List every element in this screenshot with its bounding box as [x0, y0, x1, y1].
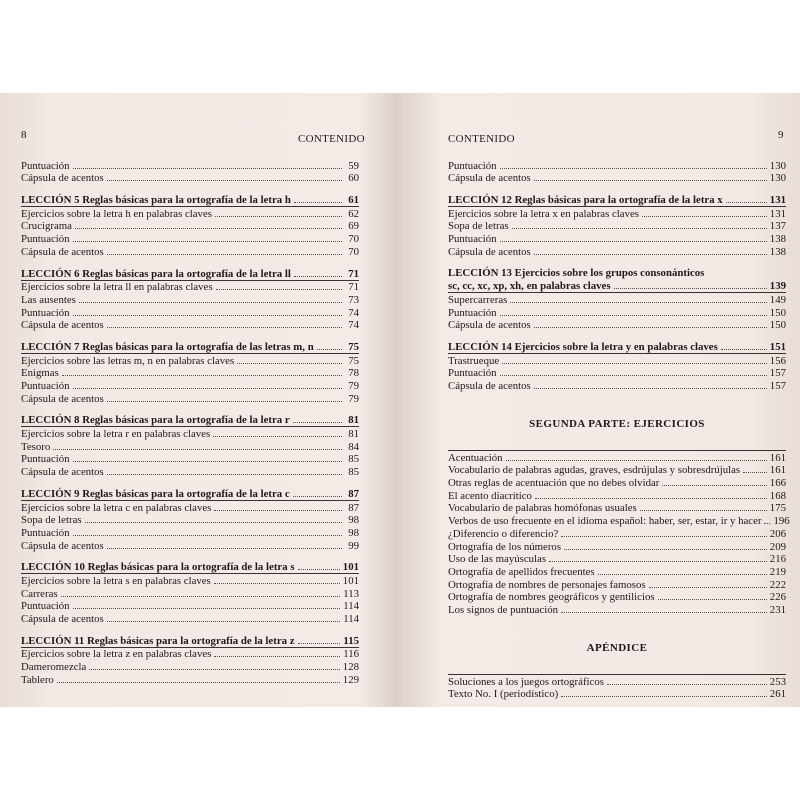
lesson-heading-text: LECCIÓN 10 Reglas básicas para la ortografía de la letra s [21, 561, 295, 574]
entry-page-number: 60 [348, 172, 359, 185]
lesson-heading [21, 193, 359, 206]
dot-leader [534, 327, 767, 328]
entry-title: Puntuación [21, 453, 70, 466]
lesson-group [448, 340, 786, 392]
entry-page-number: 75 [348, 354, 359, 367]
toc-entry [448, 527, 786, 540]
lesson-heading-text: LECCIÓN 9 Reglas básicas para la ortografía de la letra c [21, 487, 290, 500]
dot-leader [500, 375, 767, 376]
entry-title: Texto No. I (periodístico) [448, 688, 559, 701]
dot-leader [598, 574, 767, 575]
lesson-heading: LECCIÓN 13 Ejercicios sobre los grupos consonánticos [448, 266, 705, 279]
toc-entry [21, 353, 359, 367]
toc-entry [21, 293, 359, 306]
toc-entry [21, 600, 359, 613]
page-number: 9 [778, 129, 784, 141]
open-book [0, 93, 800, 707]
lesson-page-number: 139 [769, 280, 786, 293]
lesson-page-number: 115 [343, 634, 359, 647]
entry-page-number: 149 [769, 293, 786, 306]
toc-entry [21, 367, 359, 380]
dot-leader [607, 684, 767, 685]
entry-title: Puntuación [21, 159, 70, 172]
lesson-heading [21, 561, 359, 574]
toc-entry [21, 526, 359, 539]
entry-page-number: 71 [348, 281, 359, 294]
toc-entry [21, 392, 359, 405]
entry-title: Ejercicios sobre la letra r en palabras claves [21, 428, 211, 441]
entry-title: Puntuación [21, 306, 70, 319]
entry-title: Sopa de letras [21, 514, 82, 527]
entry-page-number: 70 [348, 245, 359, 258]
entry-page-number: 226 [769, 591, 786, 604]
toc-entry [448, 353, 786, 367]
dot-leader [107, 327, 342, 328]
entry-title: ¿Diferencio o diferencio? [448, 527, 559, 540]
entry-title: Otras reglas de acentuación que no debes olvidar [448, 477, 660, 490]
lesson-group [21, 414, 359, 478]
entry-page-number: 150 [769, 306, 786, 319]
dot-leader [89, 669, 339, 670]
lesson-group [21, 267, 359, 331]
right-page [402, 93, 800, 707]
lesson-heading-text: LECCIÓN 14 Ejercicios sobre la letra y en palabras claves [448, 340, 718, 353]
entry-title: Ejercicios sobre la letra x en palabras claves [448, 207, 639, 220]
entry-title: Carreras [21, 587, 58, 600]
toc-entry [448, 379, 786, 392]
entry-title: Dameromezcla [21, 661, 87, 674]
entry-title: Verbos de uso frecuente en el idioma español: haber, ser, estar, ir y hacer [448, 515, 762, 528]
entry-page-number: 219 [769, 565, 786, 578]
section-title-appendix: APÉNDICE [586, 641, 648, 654]
entry-title: Cápsula de acentos [21, 466, 104, 479]
dot-leader [642, 216, 767, 217]
dot-leader [561, 536, 766, 537]
toc-entry [21, 159, 359, 172]
entry-title: Tablero [21, 673, 54, 686]
entry-title: Ortografía de nombres geográficos y gentilicios [448, 591, 655, 604]
toc-entry [21, 465, 359, 478]
dot-leader [535, 498, 767, 499]
entry-title: Vocabulario de palabras homófonas usuales [448, 502, 637, 515]
dot-leader [53, 449, 342, 450]
lesson-heading-text: LECCIÓN 8 Reglas básicas para la ortografía de la letra r [21, 414, 290, 427]
page-number: 8 [21, 129, 27, 141]
entry-title: Soluciones a los juegos ortográficos [448, 675, 604, 688]
dot-leader [75, 228, 342, 229]
entry-title: Cápsula de acentos [21, 613, 104, 625]
toc-entry [448, 159, 786, 172]
entry-title: Cápsula de acentos [21, 245, 104, 258]
entry-page-number: 231 [769, 603, 786, 616]
lesson-heading-text: LECCIÓN 5 Reglas básicas para la ortografía de la letra h [21, 194, 291, 207]
entry-page-number: 161 [769, 451, 786, 464]
lesson-heading [21, 487, 359, 500]
dot-leader [502, 363, 767, 364]
dot-leader [534, 180, 767, 181]
entry-page-number: 78 [348, 367, 359, 380]
entry-page-number: 129 [342, 673, 359, 686]
dot-leader [726, 202, 767, 203]
entry-title: Ortografía de los números [448, 540, 562, 553]
entry-page-number: 62 [348, 207, 359, 220]
entry-page-number: 131 [769, 207, 786, 220]
dot-leader [214, 510, 342, 511]
toc-entry [448, 565, 786, 578]
entry-title: Ejercicios sobre las letras m, n en palabras claves [21, 354, 235, 367]
entry-page-number: 98 [348, 514, 359, 527]
entry-page-number: 85 [348, 466, 359, 479]
dot-leader [107, 254, 342, 255]
entry-page-number: 98 [348, 526, 359, 539]
entry-title: Cápsula de acentos [448, 380, 531, 392]
entry-title: Sopa de letras [448, 220, 509, 233]
toc-entry [21, 514, 359, 527]
dot-leader [73, 535, 342, 536]
entry-page-number: 157 [769, 367, 786, 380]
lesson-heading-text: LECCIÓN 7 Reglas básicas para la ortografía de las letras m, n [21, 340, 314, 353]
lesson-group [21, 487, 359, 551]
entry-title: Ejercicios sobre la letra z en palabras claves [21, 648, 212, 661]
dot-leader [73, 461, 342, 462]
entry-title: Puntuación [21, 233, 70, 246]
entry-title: El acento diacrítico [448, 489, 532, 502]
dot-leader [73, 388, 342, 389]
dot-leader [237, 363, 342, 364]
toc-entry [448, 206, 786, 220]
entry-title: Ejercicios sobre la letra ll en palabras claves [21, 281, 213, 294]
dot-leader [614, 288, 767, 289]
dot-leader [534, 388, 767, 389]
entry-title: Puntuación [448, 159, 497, 172]
entry-page-number: 101 [342, 574, 359, 587]
entry-page-number: 85 [348, 453, 359, 466]
dot-leader [215, 216, 342, 217]
lesson-group [21, 340, 359, 404]
toc-entry [21, 426, 359, 440]
dot-leader [649, 587, 767, 588]
entry-title: Cápsula de acentos [448, 172, 531, 185]
entry-page-number: 73 [348, 293, 359, 306]
entry-title: Puntuación [21, 526, 70, 539]
dot-leader [743, 472, 767, 473]
toc-entry [21, 220, 359, 233]
entry-title: Cápsula de acentos [21, 539, 104, 552]
lesson-group [448, 267, 786, 331]
dot-leader [549, 561, 767, 562]
dot-leader [214, 656, 340, 657]
entry-title: Cápsula de acentos [21, 392, 104, 405]
toc-entry [21, 172, 359, 185]
left-page [0, 93, 398, 707]
lesson-page-number: 71 [348, 267, 359, 280]
toc-entry [21, 319, 359, 332]
dot-leader [85, 522, 342, 523]
toc-entry [448, 578, 786, 591]
entry-title: Puntuación [21, 600, 70, 613]
lesson-heading-text: LECCIÓN 12 Reglas básicas para la ortografía de la letra x [448, 194, 723, 207]
dot-leader [293, 422, 342, 423]
entry-title: Supercarreras [448, 293, 508, 306]
toc-entry [21, 245, 359, 258]
lesson-group [448, 193, 786, 257]
running-head: CONTENIDO [298, 133, 365, 145]
dot-leader [107, 180, 342, 181]
entry-page-number: 138 [769, 245, 786, 258]
entry-page-number: 70 [348, 233, 359, 246]
dot-leader [294, 276, 342, 277]
dot-leader [73, 315, 342, 316]
entry-page-number: 209 [769, 540, 786, 553]
lesson-heading-text: LECCIÓN 11 Reglas básicas para la ortografía de la letra z [21, 634, 295, 647]
lesson-group [21, 634, 359, 686]
toc-entry [448, 367, 786, 380]
lesson-heading [21, 267, 359, 280]
dot-leader [216, 289, 342, 290]
entry-page-number: 59 [348, 159, 359, 172]
lesson-group [21, 193, 359, 257]
dot-leader [213, 436, 342, 437]
table-of-contents-left [21, 159, 359, 686]
dot-leader [73, 168, 342, 169]
dot-leader [62, 375, 342, 376]
entry-page-number: 99 [348, 539, 359, 552]
toc-entry [448, 540, 786, 553]
toc-entry [448, 306, 786, 319]
lesson-heading-text: LECCIÓN 6 Reglas básicas para la ortografía de la letra ll [21, 267, 291, 280]
dot-leader [500, 241, 767, 242]
lesson-page-number: 101 [342, 561, 359, 574]
dot-leader [658, 599, 767, 600]
entry-title: Acentuación [448, 451, 503, 464]
running-head: CONTENIDO [448, 133, 515, 145]
entry-page-number: 114 [343, 613, 359, 625]
dot-leader [512, 228, 767, 229]
lesson-page-number: 151 [769, 340, 786, 353]
entry-title: Puntuación [448, 306, 497, 319]
lesson-page-number: 81 [348, 414, 359, 427]
entry-title: Uso de las mayúsculas [448, 553, 547, 566]
entry-title: Enigmas [21, 367, 59, 380]
entry-page-number: 74 [348, 306, 359, 319]
toc-entry [21, 673, 359, 686]
lesson-page-number: 75 [348, 340, 359, 353]
toc-entry [448, 591, 786, 604]
toc-entry [448, 489, 786, 502]
lesson-page-number: 131 [769, 194, 786, 207]
section-title-part-two: SEGUNDA PARTE: EJERCICIOS [529, 418, 705, 430]
toc-entry [21, 206, 359, 220]
dot-leader [500, 168, 767, 169]
lesson-heading-continuation: sc, cc, xc, xp, xh, en palabras claves [448, 280, 611, 293]
dot-leader [561, 696, 767, 697]
dot-leader [107, 548, 342, 549]
toc-entry [448, 476, 786, 489]
entry-title: Las ausentes [21, 293, 76, 306]
entry-page-number: 113 [343, 587, 359, 600]
entry-title: Ortografía de nombres de personajes famosos [448, 578, 646, 591]
lesson-heading [21, 340, 359, 353]
dot-leader [294, 202, 342, 203]
toc-entry [21, 660, 359, 673]
dot-leader [73, 241, 342, 242]
entry-page-number: 79 [348, 392, 359, 405]
dot-leader [79, 302, 342, 303]
dot-leader [510, 302, 766, 303]
dot-leader [298, 569, 340, 570]
entry-title: Tesoro [21, 440, 51, 453]
entry-page-number: 166 [769, 477, 786, 490]
toc-entry [21, 500, 359, 514]
entry-title: Ejercicios sobre la letra c en palabras claves [21, 501, 212, 514]
toc-entry [448, 220, 786, 233]
entry-page-number: 150 [769, 319, 786, 332]
entry-page-number: 84 [348, 440, 359, 453]
dot-leader [107, 474, 342, 475]
entry-title: Crucigrama [21, 220, 72, 233]
entry-page-number: 175 [769, 502, 786, 515]
dot-leader [214, 583, 340, 584]
entry-title: Trastrueque [448, 354, 500, 367]
toc-entry [21, 280, 359, 294]
entry-title: Ortografía de apellidos frecuentes [448, 565, 595, 578]
dot-leader [640, 510, 767, 511]
entry-page-number: 81 [348, 428, 359, 441]
entry-page-number: 216 [769, 553, 786, 566]
toc-entry [448, 292, 786, 306]
entry-page-number: 69 [348, 220, 359, 233]
lesson-heading [448, 340, 786, 353]
entry-page-number: 253 [769, 675, 786, 688]
dot-leader [721, 349, 767, 350]
dot-leader [500, 315, 767, 316]
entry-page-number: 130 [769, 159, 786, 172]
lesson-heading-line [448, 280, 786, 293]
dot-leader [506, 460, 767, 461]
entry-page-number: 116 [343, 648, 359, 661]
lesson-page-number: 61 [348, 194, 359, 207]
dot-leader [293, 496, 342, 497]
entry-title: Cápsula de acentos [448, 319, 531, 332]
entry-page-number: 79 [348, 380, 359, 392]
entry-page-number: 130 [769, 172, 786, 185]
toc-entry [21, 539, 359, 552]
toc-entry [448, 502, 786, 515]
entry-title: Puntuación [448, 367, 497, 380]
entry-page-number: 157 [769, 380, 786, 392]
lesson-heading [448, 193, 786, 206]
entry-page-number: 206 [769, 527, 786, 540]
entry-title: Ejercicios sobre la letra h en palabras claves [21, 207, 212, 220]
toc-entry [448, 674, 786, 688]
entry-page-number: 87 [348, 501, 359, 514]
dot-leader [298, 643, 341, 644]
entry-page-number: 138 [769, 233, 786, 246]
entry-page-number: 168 [769, 489, 786, 502]
entry-page-number: 222 [769, 578, 786, 591]
entry-title: Cápsula de acentos [21, 319, 104, 332]
toc-entry [448, 514, 790, 528]
toc-entry [21, 573, 359, 587]
entry-page-number: 196 [773, 515, 790, 528]
dot-leader [662, 485, 766, 486]
entry-title: Ejercicios sobre la letra s en palabras claves [21, 574, 211, 587]
entry-page-number: 137 [769, 220, 786, 233]
table-of-contents-right [448, 159, 790, 701]
dot-leader [73, 608, 341, 609]
toc-entry [21, 440, 359, 453]
dot-leader [317, 349, 342, 350]
lesson-group [21, 561, 359, 625]
lesson-heading [21, 414, 359, 427]
toc-entry [21, 587, 359, 600]
entry-page-number: 261 [769, 688, 786, 701]
toc-entry [448, 450, 786, 464]
lesson-page-number: 87 [348, 487, 359, 500]
toc-entry [448, 319, 786, 332]
toc-entry [448, 172, 786, 185]
toc-entry [21, 306, 359, 319]
toc-entry [448, 553, 786, 566]
dot-leader [561, 612, 767, 613]
entry-page-number: 161 [769, 464, 786, 477]
toc-entry [21, 612, 359, 625]
toc-entry [21, 232, 359, 245]
entry-page-number: 128 [342, 661, 359, 674]
toc-entry [448, 464, 786, 477]
toc-entry [448, 232, 786, 245]
dot-leader [57, 682, 340, 683]
dot-leader [107, 621, 340, 622]
toc-entry [21, 647, 359, 661]
entry-title: Cápsula de acentos [448, 245, 531, 258]
dot-leader [107, 401, 342, 402]
dot-leader [534, 254, 767, 255]
toc-entry [448, 688, 786, 701]
dot-leader [61, 596, 341, 597]
entry-title: Los signos de puntuación [448, 603, 559, 616]
entry-title: Cápsula de acentos [21, 172, 104, 185]
toc-entry [21, 453, 359, 466]
entry-title: Puntuación [21, 380, 70, 392]
entry-page-number: 74 [348, 319, 359, 332]
toc-entry [448, 603, 786, 616]
lesson-heading [21, 634, 359, 647]
toc-entry [21, 379, 359, 392]
entry-page-number: 156 [769, 354, 786, 367]
dot-leader [564, 549, 767, 550]
entry-title: Vocabulario de palabras agudas, graves, esdrújulas y sobresdrújulas [448, 464, 741, 477]
toc-entry [448, 245, 786, 258]
dot-leader [764, 523, 770, 524]
entry-page-number: 114 [343, 600, 359, 613]
entry-title: Puntuación [448, 233, 497, 246]
